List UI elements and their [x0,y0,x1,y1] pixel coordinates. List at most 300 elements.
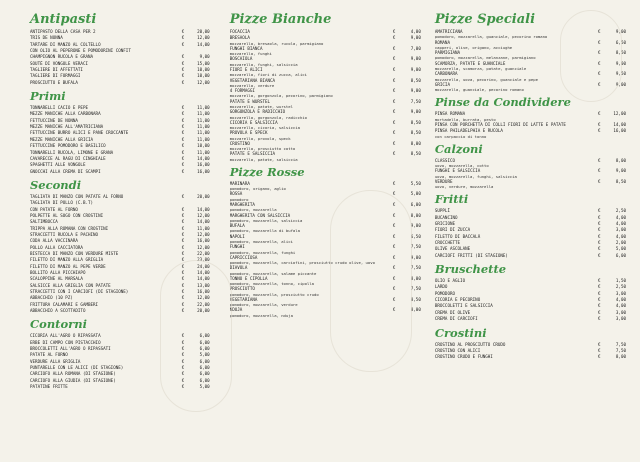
item-price: 16,00 [197,238,210,244]
item-name: SALTIMBOCCA [30,219,58,225]
item-name: FILETTO DI MANZO ALLA GRIGLIA [30,257,104,263]
item-name: PARMIGIANA [434,50,461,56]
currency-symbol: € [181,371,185,377]
currency-symbol: € [181,219,185,225]
section-title: Secondi [30,177,82,192]
sketch-decoration [160,260,232,412]
item-price: 14,00 [197,206,210,212]
currency-symbol: € [392,140,396,146]
item-price: 9,00 [615,168,626,174]
currency-symbol: € [181,289,185,295]
section-title: Contorni [30,317,87,332]
item-price: 7,50 [410,244,421,250]
currency-symbol: € [181,301,185,307]
item-name: GRICIONE [434,221,456,227]
item-name: GORGONZOLA E RADICCHIO [229,109,286,115]
currency-symbol: € [181,225,185,231]
currency-symbol: € [181,250,185,256]
item-ingredients: mozzarella, fiori di zucca, alici [229,72,307,78]
item-name: ABBACCHIO (10 PZ) [30,295,73,301]
item-price: 6,00 [199,377,210,383]
item-name: GNOCCHI ALLA CREMA DI SCAMPI [30,168,101,174]
item-ingredients: mozzarella, bresaola, rucola, parmigiano [229,40,324,46]
item-name: FETTUCCINE BURRO ALICI E PANE CROCCANTE [30,130,129,136]
currency-symbol: € [181,73,185,79]
item-price: 8,00 [615,354,626,360]
item-price: 2,50 [615,208,626,214]
item-name: CAVARECCE AL RAGÙ DI CINGHIALE [30,155,106,161]
currency-symbol: € [392,98,396,104]
item-name: CLASSICO [434,157,456,163]
item-ingredients: pomodoro [229,196,249,202]
item-price: 1,50 [615,278,626,284]
item-price: 3,00 [615,290,626,296]
item-name: FILETTO DI BACCALÀ [434,233,481,239]
item-price: 9,00 [410,88,421,94]
currency-symbol: € [392,66,396,72]
currency-symbol: € [598,240,601,246]
item-name: PROSCIUTTO E BUFALA [30,79,78,85]
item-ingredients: mozzarella, patate, salsiccia [229,156,298,162]
currency-symbol: € [181,377,185,383]
item-name: TRIPPA ALLA ROMANA CON CROSTINI [30,225,109,231]
item-price: 11,00 [197,149,210,155]
item-name: CAPRICCIOSA [229,254,258,260]
item-price: 23,00 [197,257,210,263]
sketch-decoration [330,190,412,372]
item-ingredients: pomodoro, origano, aglio [229,186,286,192]
section-title: Pinse da Condividere [434,95,571,110]
currency-symbol: € [598,168,601,174]
currency-symbol: € [392,130,396,136]
item-price: 12,00 [197,79,210,85]
item-price: 16,00 [613,128,626,134]
item-price: 7,50 [410,98,421,104]
item-name: CODA ALLA VACCINARA [30,238,78,244]
menu-section [435,95,626,138]
currency-symbol: € [598,246,601,252]
currency-symbol: € [392,307,396,313]
currency-symbol: € [392,223,396,229]
item-price: 6,00 [199,358,210,364]
item-name: MARGHERITA CON SALSICCIA [229,212,291,218]
item-ingredients: capperi, olive, origano, acciughe [434,44,513,50]
menu-item [435,253,626,259]
menu-section [230,13,421,162]
item-price: 12,00 [197,244,210,250]
item-name: CICORIA E PECORINO [434,297,481,303]
item-ingredients: mozzarella, scamorza, patate, guanciale [434,65,527,71]
item-name: GRICIA [434,81,450,87]
item-ingredients: pomodoro, mozzarella di bufala [229,228,300,234]
item-name: CROCCHETTE [434,240,461,246]
item-name: FOCACCIA [229,29,250,34]
item-price: 8,50 [410,77,421,83]
item-price: 6,00 [199,339,210,345]
section-title: Pizze Bianche [229,12,332,27]
item-price: 3,00 [615,227,626,233]
item-price: 8,50 [410,130,421,136]
item-price: 20,00 [197,308,210,314]
item-name: SCAMORZA, PATATE E GUANCIALE [434,60,506,66]
item-price: 3,00 [615,316,626,322]
item-name: PROSCIUTTO [229,286,255,292]
item-name: SALSICCE ALLA GRIGLIA CON PATATE [30,282,111,288]
item-price: 9,00 [615,81,626,87]
item-name: VEGETARIANA [229,296,258,302]
item-price: 6,00 [410,202,421,207]
currency-symbol: € [392,265,396,271]
item-name: PATATE E WURSTEL [229,98,271,104]
item-name: MARINARA [229,180,250,186]
item-price: 9,00 [410,66,421,72]
currency-symbol: € [598,128,601,134]
item-name: TARTARE DI MANZO AL COLTELLO [30,41,101,47]
section-title: Antipasti [30,12,97,27]
currency-symbol: € [181,282,185,288]
sketch-decoration [560,10,622,102]
currency-symbol: € [181,130,185,136]
currency-symbol: € [598,341,601,347]
item-price: 6,50 [410,233,421,239]
item-name: CARCIOFI FRITTI (DI STAGIONE) [434,252,508,258]
item-price: 7,00 [410,45,421,51]
item-price: 12,00 [197,295,210,301]
item-name: VEGETARIANA BIANCA [229,77,276,83]
item-price: 6,00 [199,371,210,377]
item-name: PINSA ROMANA [434,111,466,117]
menu-section [435,326,626,361]
currency-symbol: € [181,193,185,199]
currency-symbol: € [181,143,185,149]
currency-symbol: € [181,136,185,142]
currency-symbol: € [181,117,185,123]
item-name: CARCIOFO ALLA ROMANA (DI STAGIONE) [30,371,116,377]
currency-symbol: € [598,221,601,227]
item-price: 13,00 [197,282,210,288]
currency-symbol: € [181,333,185,339]
currency-symbol: € [181,346,185,352]
currency-symbol: € [392,35,396,41]
section-title: Pizze Rosse [229,164,305,179]
section-title: Pizze Speciali [434,12,536,27]
currency-symbol: € [598,284,601,290]
currency-symbol: € [598,50,601,56]
item-price: 11,00 [197,117,210,123]
item-name: PATATINE FRITTE [30,384,68,390]
currency-symbol: € [181,35,185,41]
item-name: VERDURE [434,178,453,184]
item-ingredients: mozzarella, funghi, salsiccia [229,61,298,67]
item-price: 5,00 [615,246,626,252]
item-price: 4,00 [615,297,626,303]
item-price: 9,00 [410,109,421,115]
item-ingredients: mozzarella, gorgonzola, pecorino, parmigiano [229,93,333,99]
item-price: 16,00 [197,289,210,295]
item-price: 9,00 [199,54,210,60]
currency-symbol: € [598,252,601,258]
item-price: 6,00 [199,346,210,352]
item-price: 8,00 [410,212,421,218]
item-name: NAPOLI [229,233,245,239]
item-price: 7,50 [615,341,626,347]
section-title: Calzoni [434,141,483,156]
item-ingredients: mozzarella, guanciale, pecorino romano [434,87,524,93]
item-name: PINSA CON PORCHETTA DI COLLI FIORI DI LATTE E PATATE [434,121,566,127]
item-name: TONNARELLI RUCOLA, LIMONE E GRANA [30,149,114,155]
item-price: 10,00 [197,143,210,149]
item-ingredients: mozzarella, cicoria, salsiccia [229,125,300,131]
currency-symbol: € [392,29,396,34]
item-name: CON OLIO AL PEPERONE E POMODORINI CONFIT [30,48,131,54]
item-price: 9,00 [410,223,421,229]
currency-symbol: € [598,71,601,77]
currency-symbol: € [392,56,396,62]
item-price: 14,00 [197,270,210,275]
item-name: AMATRICIANA [434,29,463,34]
item-name: ANTIPASTO DELLA CASA PER 2 [30,29,96,34]
item-name: SPAGHETTI ALLE VONGOLE [30,162,86,168]
currency-symbol: € [181,270,185,275]
item-price: 6,00 [615,252,626,258]
item-price: 5,00 [199,352,210,358]
item-ingredients: mozzarella, gorgonzola, radicchio [229,114,307,120]
item-price: 16,00 [197,168,210,174]
item-price: 9,00 [410,56,421,62]
item-ingredients: mortadella, burrata, pesto [434,116,496,122]
item-name: MEZZE MANICHE ALLA GRICIA [30,136,94,142]
currency-symbol: € [181,79,185,85]
item-price: 6,00 [199,333,210,339]
currency-symbol: € [392,77,396,83]
currency-symbol: € [598,39,601,45]
item-price: 7,50 [615,347,626,353]
item-price: 9,50 [615,71,626,77]
item-name: SCALOPPINE AL MARSALA [30,276,83,282]
currency-symbol: € [598,121,601,127]
currency-symbol: € [598,278,601,284]
item-price: 11,00 [197,111,210,117]
item-price: 10,00 [197,73,210,79]
item-price: 5,50 [410,180,421,186]
currency-symbol: € [392,296,396,302]
item-price: 8,00 [410,307,421,313]
item-name: BOSCAIOLA [229,56,253,62]
item-name: CICORIA ALL'AGRO O RIPASSATA [30,333,101,339]
currency-symbol: € [181,60,185,66]
currency-symbol: € [181,67,185,73]
item-price: 14,00 [613,121,626,127]
item-name: TAGLIATA DI POLLO (C.B.T) [30,200,94,206]
currency-symbol: € [181,29,185,34]
currency-symbol: € [598,178,601,184]
item-price: 4,00 [615,221,626,227]
currency-symbol: € [392,212,396,218]
item-name: VERDURE ALLA GRIGLIA [30,358,81,364]
item-name: DIAVOLA [229,265,248,271]
item-name: BUCANCINO [434,214,458,220]
item-price: 12,00 [197,231,210,237]
currency-symbol: € [181,238,185,244]
item-name: CICORIA E SALSICCIA [229,119,278,125]
item-name: FUNGHI [229,244,245,250]
currency-symbol: € [598,208,601,214]
currency-symbol: € [181,206,185,212]
item-price: 8,50 [410,151,421,157]
item-name: PATATE E SALSICCIA [229,151,276,157]
item-ingredients: pomodoro, mozzarella, funghi [229,249,296,255]
menu-item [30,169,210,175]
item-price: 4,00 [615,233,626,239]
item-name: POLLO ALLA CACCIATORA [30,244,83,250]
item-price: 8,50 [615,50,626,56]
item-ingredients: uovo, verdure, mozzarella [434,184,494,190]
item-name: STRACCETTI RUCOLA E PACHINO [30,231,99,237]
currency-symbol: € [181,54,185,60]
item-price: 8,00 [410,275,421,281]
item-name: FILETTO DI MANZO AL PEPE VERDE [30,263,106,269]
menu-section [435,142,626,190]
item-price: 12,00 [197,35,210,41]
item-price: 12,00 [613,111,626,117]
item-name: PUNTARELLE CON LE ALICI (DI STAGIONE) [30,365,124,371]
item-name: TONNARELLI CACIO E PEPE [30,105,88,111]
menu-section [30,13,210,86]
currency-symbol: € [181,295,185,301]
menu-section [435,262,626,322]
item-name: TAGLIERE DI AFFETTATI [30,67,83,73]
currency-symbol: € [392,109,396,115]
item-ingredients: mozzarella, provola, speck [229,135,291,141]
currency-symbol: € [598,81,601,87]
currency-symbol: € [392,202,396,207]
item-name: NDUJA [229,307,243,313]
item-name: ABBACCHIO A SCOTTADITO [30,308,86,314]
item-price: 3,00 [615,309,626,315]
item-name: CROSTINO CRUDO E FUNGHI [434,354,493,360]
currency-symbol: € [181,231,185,237]
currency-symbol: € [598,29,601,34]
item-name: STRACCETTI CON I CARCIOFI (DI STAGIONE) [30,289,129,295]
currency-symbol: € [181,168,185,174]
item-price: 5,00 [199,384,210,390]
currency-symbol: € [598,227,601,233]
item-name: CROSTINO CON ALICI [434,347,481,353]
currency-symbol: € [392,119,396,125]
currency-symbol: € [598,354,601,360]
currency-symbol: € [181,149,185,155]
item-name: MEZZE MANICHE ALLA CARBONARA [30,111,101,117]
item-price: 8,00 [615,157,626,163]
item-name: FETTUCCINE DE NONNA [30,117,78,123]
item-name: ERBE DI CAMPO CON PISTACCHIO [30,339,101,345]
currency-symbol: € [181,111,185,117]
menu-columns [30,12,626,462]
item-ingredients: mozzarella, uova, pecorino, guanciale e pepe [434,76,538,82]
item-price: 8,00 [410,140,421,146]
item-name: 4 FORMAGGI [229,88,255,94]
item-ingredients: mozzarella, prosciutto cotto [229,146,296,152]
item-name: FIORI DI ZUCCA [434,227,471,233]
item-price: 24,00 [197,263,210,269]
item-name: TAGLIERE DI FORMAGGI [30,73,81,79]
menu-section [30,89,210,175]
item-ingredients: pomodoro, mozzarella, salame piccante [229,270,317,276]
item-price: 8,50 [615,178,626,184]
currency-symbol: € [598,316,601,322]
menu-item [435,354,626,360]
currency-symbol: € [598,297,601,303]
item-ingredients: mozzarella, verdure [229,82,275,88]
item-ingredients: mozzarella, patate, wurstel [229,103,293,109]
item-price: 8,50 [410,119,421,125]
item-price: 7,50 [410,265,421,271]
item-price: 2,00 [615,240,626,246]
item-price: 22,00 [197,301,210,307]
menu-section [435,192,626,259]
currency-symbol: € [181,358,185,364]
item-name: POMODORO [434,290,456,296]
item-name: CREMA DI CARCIOFI [434,316,478,322]
item-price: 4,00 [615,303,626,309]
item-name: CROSTINO [229,140,250,146]
item-price: 11,00 [197,130,210,136]
currency-symbol: € [181,155,185,161]
item-ingredients: pomodoro, mozzarella, nduja [229,312,293,318]
currency-symbol: € [598,60,601,66]
item-price: 11,00 [197,124,210,130]
item-name: BROCCOLETTI E SALSICCIA [434,303,493,309]
currency-symbol: € [181,244,185,250]
item-price: 14,00 [197,155,210,161]
currency-symbol: € [181,105,185,111]
currency-symbol: € [181,339,185,345]
item-name: MARGHERITA [229,202,255,207]
currency-symbol: € [392,88,396,94]
item-ingredients: con carpaccio di tonno [434,133,487,139]
item-name: FUNGHI E SALSICCIA [434,168,481,174]
currency-symbol: € [181,352,185,358]
section-title: Primi [30,89,66,104]
currency-symbol: € [181,162,185,168]
item-ingredients: pomodoro, mozzarella, alici [229,238,293,244]
currency-symbol: € [598,303,601,309]
item-name: FUNGHI BIANCA [229,45,263,51]
item-name: CROSTINO AL PROSCIUTTO CRUDO [434,341,506,347]
item-price: 4,00 [410,29,421,34]
currency-symbol: € [598,157,601,163]
item-name: ROSSA [229,191,243,197]
item-price: 14,00 [197,41,210,47]
item-name: CREMA DI OLIVE [434,309,471,315]
currency-symbol: € [392,244,396,250]
item-price: 10,00 [197,67,210,73]
item-price: 6,50 [615,39,626,45]
section-title: Crostini [434,325,487,340]
currency-symbol: € [181,41,185,47]
currency-symbol: € [392,191,396,197]
item-price: 14,00 [197,219,210,225]
item-price: 2,50 [615,284,626,290]
currency-symbol: € [181,308,185,314]
item-ingredients: pomodoro, mozzarella, melanzane, parmigiano [434,55,536,61]
item-ingredients: pomodoro, mozzarella, carciofini, prosciutto crudo olive, uovo [229,260,375,266]
currency-symbol: € [181,263,185,269]
item-name: BROCCOLETTI ALL'AGRO O RIPASSATI [30,346,111,352]
section-title: Bruschette [434,262,507,277]
currency-symbol: € [181,124,185,130]
currency-symbol: € [598,233,601,239]
